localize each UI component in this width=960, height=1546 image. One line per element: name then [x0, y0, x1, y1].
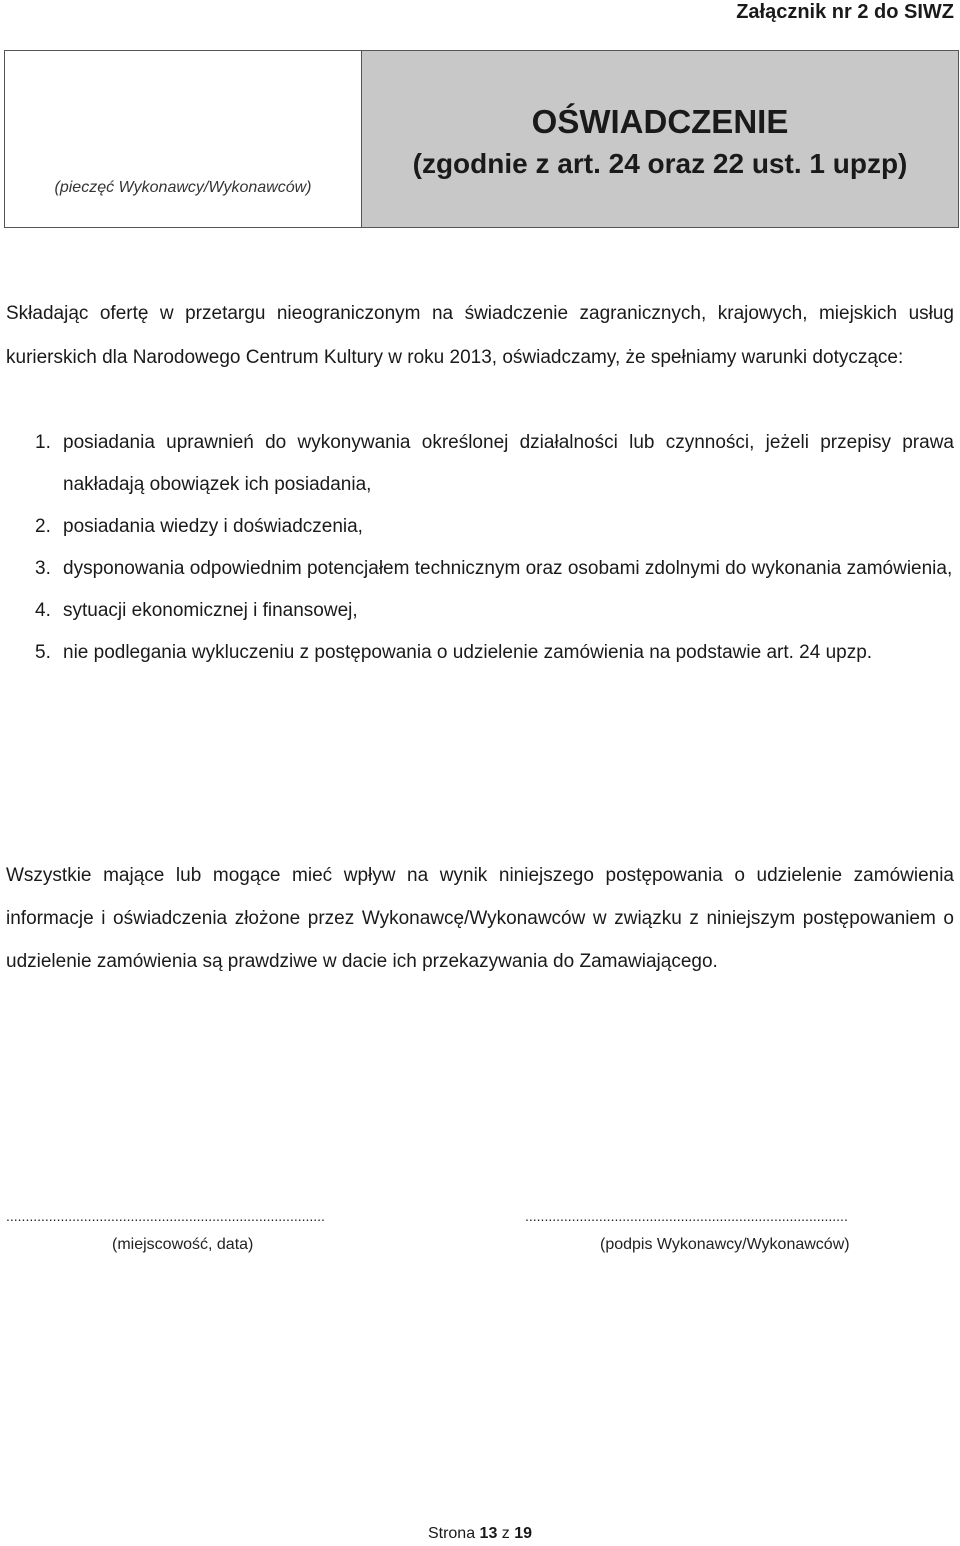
- list-item-text: sytuacji ekonomicznej i finansowej,: [63, 600, 358, 621]
- stamp-cell: [5, 51, 362, 227]
- list-item-number: 3.: [35, 558, 51, 579]
- list-item-text: posiadania wiedzy i doświadczenia,: [63, 516, 363, 537]
- list-item-text: nie podlegania wykluczeniu z postępowania o udzielenie zamówienia na podstawie art. 24 upzp.: [63, 642, 873, 663]
- document-subtitle: (zgodnie z art. 24 oraz 22 ust. 1 upzp): [412, 148, 908, 179]
- total-pages: 19: [514, 1525, 533, 1542]
- intro-paragraph: Składając ofertę w przetargu nieograniczonym na świadczenie zagranicznych, krajowych, miejskich usług kurierskich dla Narodowego Centrum Kultury w roku 2013, oświadczamy, że spełniamy warunki dotyczące:: [6, 303, 954, 368]
- page-word: Strona: [427, 1525, 476, 1542]
- statement-paragraph: Wszystkie mające lub mogące mieć wpływ na wynik niniejszego postępowania o udzielenie zamówienia informacje i oświadczenia złożone przez Wykonawcę/Wykonawców w związku z niniejszym postępowaniem o udzielenie zamówienia są prawdziwe w dacie ich przekazywania do Zamawiającego.: [6, 865, 954, 972]
- stamp-label: (pieczęć Wykonawcy/Wykonawców): [54, 179, 312, 196]
- list-item: [6, 632, 954, 674]
- list-item: [6, 422, 954, 506]
- of-word: z: [501, 1525, 510, 1542]
- place-date-label: (miejscowość, data): [112, 1236, 254, 1253]
- header-table: [4, 50, 959, 228]
- list-item-text: posiadania uprawnień do wykonywania określonej działalności lub czynności, jeżeli przepisy prawa nakładają obowiązek ich posiadania,: [63, 432, 954, 495]
- page-number: 13: [479, 1525, 498, 1542]
- list-item: [6, 590, 954, 632]
- list-item-number: 4.: [35, 600, 51, 621]
- list-item: [6, 506, 954, 548]
- title-cell: [362, 51, 958, 227]
- list-item-text: dysponowania odpowiednim potencjałem technicznym oraz osobami zdolnymi do wykonania zamówienia,: [63, 558, 953, 579]
- conditions-list: [6, 422, 954, 674]
- list-item-number: 5.: [35, 642, 51, 663]
- list-item-number: 2.: [35, 516, 51, 537]
- place-date-line: ..................................................................................: [6, 1208, 325, 1224]
- page-footer: [0, 1525, 960, 1543]
- signature-label: (podpis Wykonawcy/Wykonawców): [600, 1236, 850, 1253]
- signature-line: ...................................................................................: [525, 1208, 848, 1224]
- list-item-number: 1.: [35, 432, 51, 453]
- attachment-label: Załącznik nr 2 do SIWZ: [736, 1, 954, 23]
- document-title: OŚWIADCZENIE: [531, 103, 789, 140]
- list-item: [6, 548, 954, 590]
